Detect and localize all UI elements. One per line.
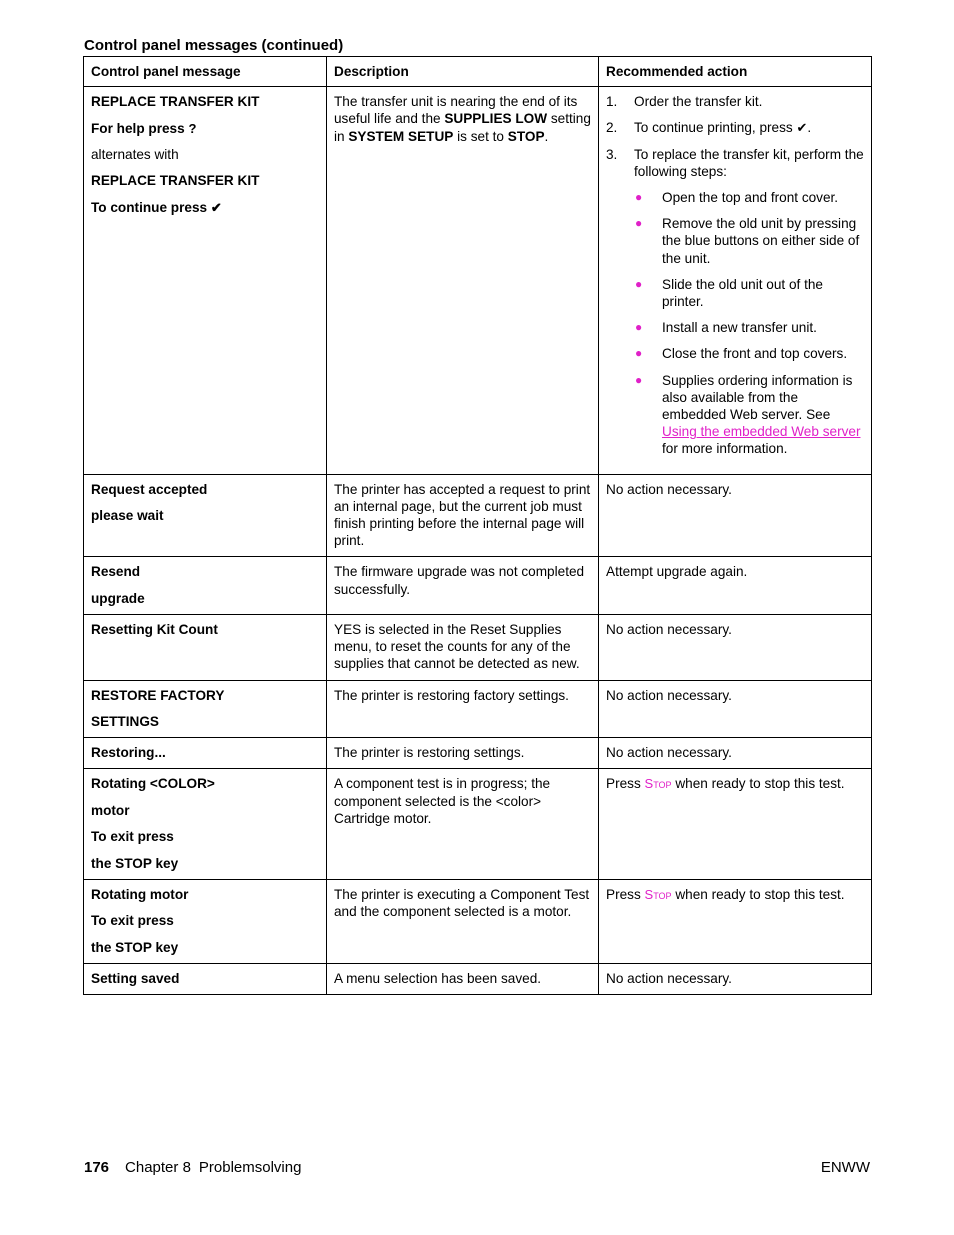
bullet-icon: ● — [635, 346, 643, 361]
steps-list — [606, 93, 865, 457]
message-text: Resetting Kit Count — [91, 622, 218, 638]
description-cell: The printer has accepted a request to print an internal page, but the current job must finish printing before the internal page will print. — [327, 474, 599, 557]
table-row — [84, 738, 872, 769]
bullet-item — [634, 319, 865, 336]
message-text: To exit press — [91, 829, 174, 845]
message-text: alternates with — [91, 146, 179, 162]
step-text: To replace the transfer kit, perform the following steps: — [634, 146, 864, 179]
message-line — [91, 855, 320, 872]
description-cell: A component test is in progress; the component selected is the <color> Cartridge motor. — [327, 769, 599, 879]
action-cell — [599, 87, 872, 474]
table-row — [84, 474, 872, 557]
message-cell — [84, 87, 327, 474]
description-cell: A menu selection has been saved. — [327, 963, 599, 994]
message-line — [91, 939, 320, 956]
message-line — [91, 802, 320, 819]
action-cell: No action necessary. — [599, 680, 872, 738]
header-description: Description — [327, 57, 599, 87]
table-caption: Control panel messages (continued) — [84, 37, 344, 54]
bullet-list — [634, 189, 865, 458]
step-text: To continue printing, press — [634, 120, 793, 136]
description-text: setting in — [334, 111, 591, 144]
description-cell: The printer is restoring settings. — [327, 738, 599, 769]
bullet-icon: ● — [635, 320, 643, 335]
message-line — [91, 775, 320, 792]
action-cell — [599, 879, 872, 963]
bullet-text: Slide the old unit out of the printer. — [662, 276, 823, 310]
bullet-item — [634, 372, 865, 458]
footer-right: ENWW — [820, 1159, 870, 1176]
description-cell: The printer is executing a Component Test and the component selected is a motor. — [327, 879, 599, 963]
bullet-icon: ● — [635, 216, 643, 231]
message-cell — [84, 769, 327, 879]
page-number: 176 — [84, 1159, 110, 1176]
description-cell: The firmware upgrade was not completed successfully. — [327, 557, 599, 615]
message-line — [91, 886, 320, 903]
message-line — [91, 912, 320, 929]
message-text: upgrade — [91, 590, 145, 606]
message-line — [91, 172, 320, 189]
message-text: REPLACE TRANSFER KIT — [91, 94, 260, 110]
step-text-after: . — [807, 120, 812, 136]
bullet-text: Install a new transfer unit. — [662, 320, 817, 336]
action-cell: No action necessary. — [599, 963, 872, 994]
help-icon: ? — [188, 120, 197, 136]
bullet-text: Remove the old unit by pressing the blue buttons on either side of the unit. — [662, 216, 860, 266]
message-text: For help press — [91, 120, 185, 136]
step-item — [606, 93, 865, 110]
description-text: STOP — [507, 128, 545, 144]
message-text: Resend — [91, 564, 141, 580]
message-line — [91, 621, 320, 638]
message-text: Restoring... — [91, 745, 166, 761]
action-text: when ready to stop this test. — [671, 886, 845, 902]
message-line — [91, 93, 320, 110]
table-row — [84, 615, 872, 681]
stop-key-label: Stop — [644, 776, 672, 792]
control-panel-messages-table — [83, 56, 872, 995]
action-cell: No action necessary. — [599, 738, 872, 769]
check-icon: ✔ — [796, 120, 808, 136]
action-cell: No action necessary. — [599, 615, 872, 681]
header-control-panel-message: Control panel message — [84, 57, 327, 87]
description-text: SUPPLIES LOW — [444, 111, 548, 127]
message-text: RESTORE FACTORY — [91, 687, 225, 703]
message-text: the STOP key — [91, 939, 179, 955]
step-text: Order the transfer kit. — [634, 94, 763, 110]
message-line — [91, 507, 320, 524]
description-text: . — [544, 128, 549, 144]
table-row — [84, 879, 872, 963]
message-cell — [84, 557, 327, 615]
table-header-row — [84, 57, 872, 87]
message-line — [91, 687, 320, 704]
message-text: motor — [91, 802, 130, 818]
message-line — [91, 481, 320, 498]
message-line — [91, 744, 320, 761]
message-cell — [84, 963, 327, 994]
action-text: when ready to stop this test. — [671, 776, 845, 792]
message-cell — [84, 680, 327, 738]
bullet-item — [634, 276, 865, 310]
table-row — [84, 769, 872, 879]
bullet-icon: ● — [635, 276, 643, 291]
message-line — [91, 563, 320, 580]
table-row — [84, 87, 872, 474]
message-text: To continue press — [91, 199, 208, 215]
message-text: Request accepted — [91, 481, 208, 497]
embedded-web-server-link[interactable]: Using the embedded Web server — [662, 424, 861, 440]
message-line — [91, 120, 320, 137]
header-recommended-action: Recommended action — [599, 57, 872, 87]
message-text: To exit press — [91, 913, 174, 929]
chapter-label: Chapter 8 — [125, 1159, 191, 1176]
message-text: Rotating motor — [91, 886, 189, 902]
bullet-text: Close the front and top covers. — [662, 346, 848, 362]
bullet-item — [634, 345, 865, 362]
step-number: 2. — [606, 120, 618, 136]
message-cell — [84, 879, 327, 963]
description-cell — [327, 87, 599, 474]
bullet-item — [634, 215, 865, 267]
step-item — [606, 146, 865, 458]
action-text: Press — [606, 886, 645, 902]
message-line — [91, 713, 320, 730]
message-line — [91, 590, 320, 607]
stop-key-label: Stop — [644, 886, 672, 902]
table-row — [84, 680, 872, 738]
message-text: Setting saved — [91, 970, 180, 986]
footer-left — [84, 1159, 301, 1176]
description-text: SYSTEM SETUP — [348, 128, 454, 144]
message-line — [91, 970, 320, 987]
table-row — [84, 557, 872, 615]
bullet-text: Supplies ordering information is also available from the embedded Web server. See — [662, 372, 853, 423]
check-icon: ✔ — [210, 199, 222, 215]
message-text: SETTINGS — [91, 714, 159, 730]
message-line — [91, 146, 320, 163]
message-text: the STOP key — [91, 855, 179, 871]
message-text: please wait — [91, 508, 164, 524]
action-cell — [599, 769, 872, 879]
description-text: The transfer unit is nearing the end of its useful life and the — [334, 94, 578, 127]
message-line — [91, 199, 320, 216]
step-number: 1. — [606, 94, 618, 110]
bullet-text: Open the top and front cover. — [662, 190, 839, 206]
message-text: REPLACE TRANSFER KIT — [91, 173, 260, 189]
action-cell: No action necessary. — [599, 474, 872, 557]
step-number: 3. — [606, 146, 618, 162]
bullet-icon: ● — [635, 190, 643, 205]
bullet-item — [634, 189, 865, 206]
message-line — [91, 828, 320, 845]
message-cell — [84, 615, 327, 681]
message-text: Rotating <COLOR> — [91, 776, 215, 792]
bullet-icon: ● — [635, 372, 643, 387]
description-cell: YES is selected in the Reset Supplies menu, to reset the counts for any of the supplies that cannot be detected as new. — [327, 615, 599, 681]
step-item — [606, 119, 865, 136]
message-cell — [84, 738, 327, 769]
bullet-text-after: for more information. — [662, 441, 788, 457]
description-cell: The printer is restoring factory settings. — [327, 680, 599, 738]
table-row — [84, 963, 872, 994]
table-body — [84, 87, 872, 995]
description-text: is set to — [453, 128, 508, 144]
message-cell — [84, 474, 327, 557]
action-text: Press — [606, 776, 645, 792]
section-label: Problemsolving — [198, 1159, 302, 1176]
action-cell: Attempt upgrade again. — [599, 557, 872, 615]
